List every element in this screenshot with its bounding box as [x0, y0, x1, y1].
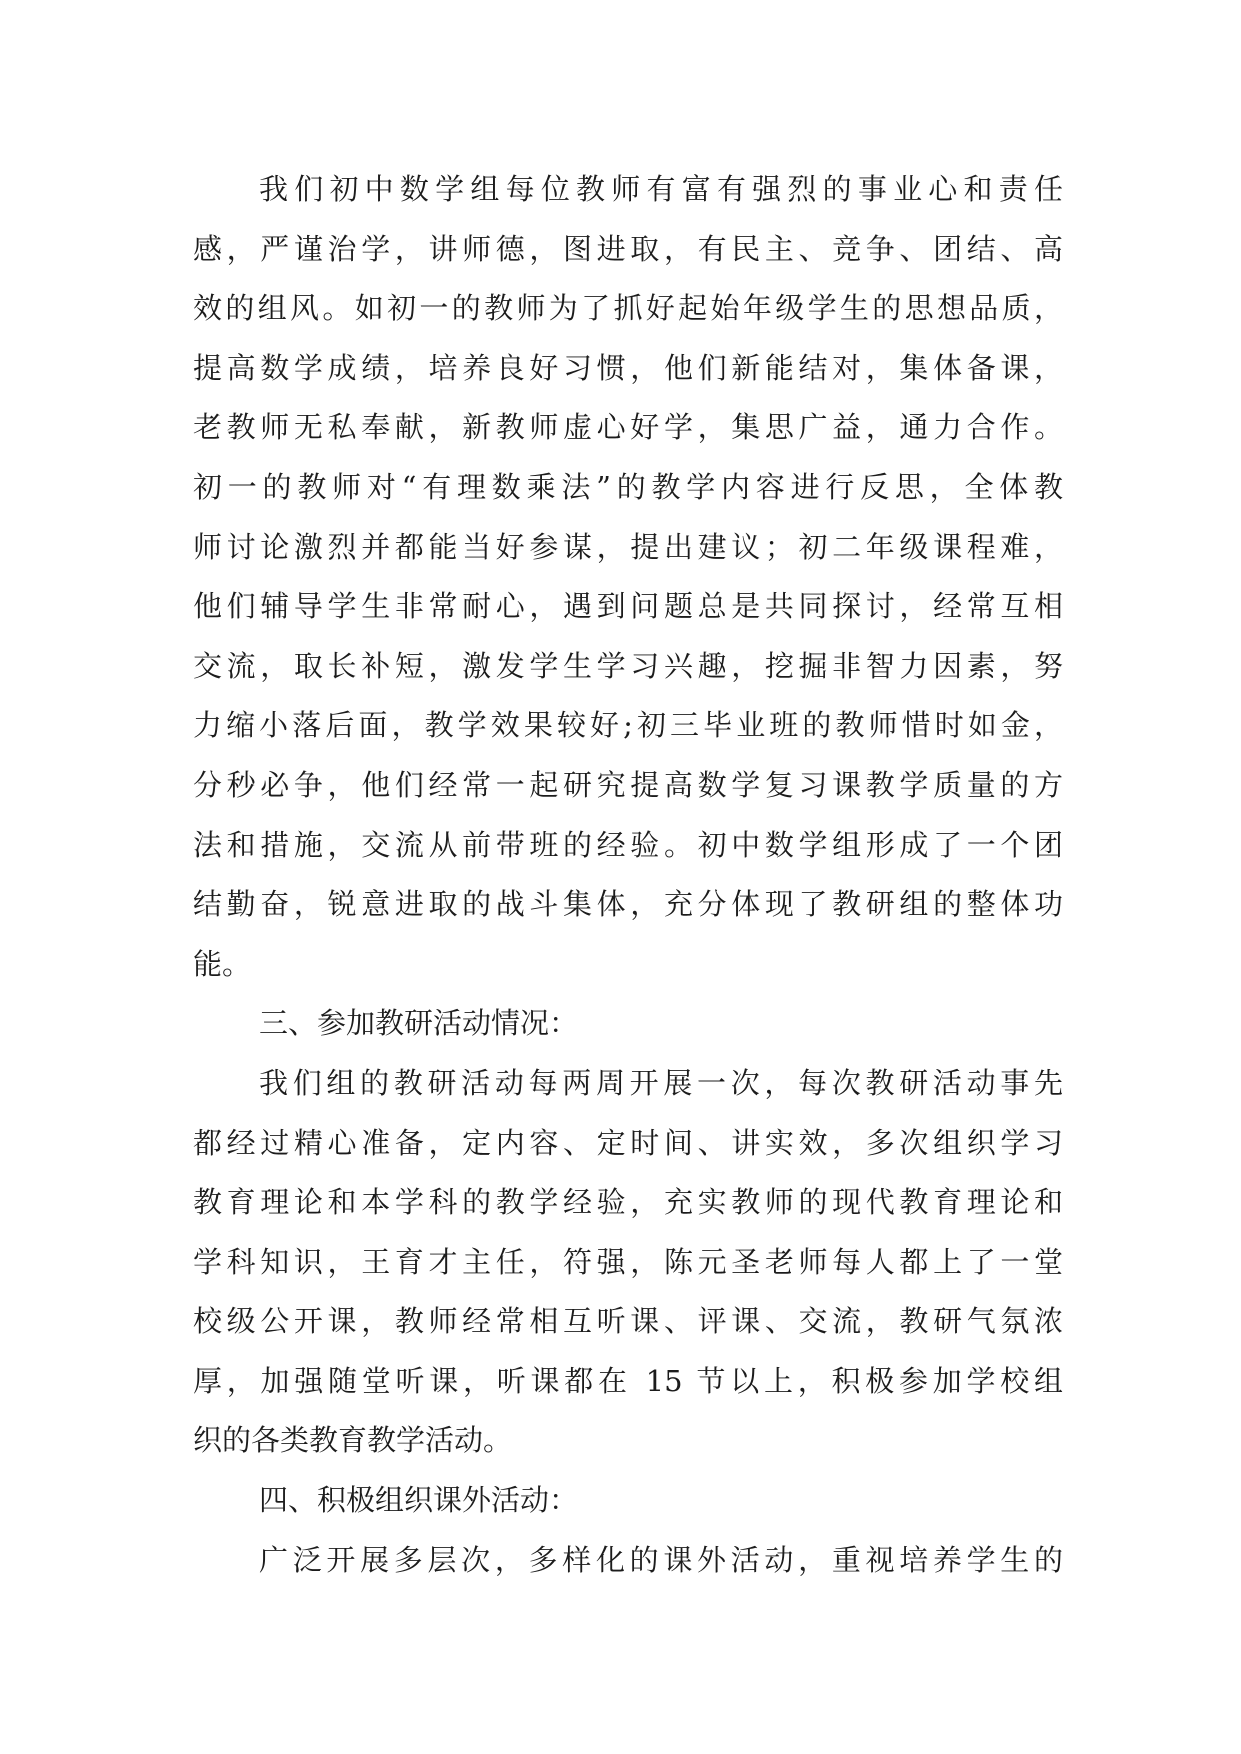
paragraph-extracurricular	[193, 1531, 1063, 1591]
text-line: 他们辅导学生非常耐心，遇到问题总是共同探讨，经常互相	[193, 589, 1063, 624]
text-line: 力缩小落后面，教学效果较好;初三毕业班的教师惜时如金，	[193, 708, 1063, 743]
paragraph-research-activities	[193, 1054, 1063, 1471]
text-line: 效的组风。如初一的教师为了抓好起始年级学生的思想品质，	[193, 291, 1063, 326]
text-line: 感，严谨治学，讲师德，图进取，有民主、竞争、团结、高	[193, 231, 1063, 266]
text-line: 校级公开课，教师经常相互听课、评课、交流，教研气氛浓	[193, 1304, 1063, 1339]
text-line: 结勤奋，锐意进取的战斗集体，充分体现了教研组的整体功	[193, 887, 1063, 922]
text-line: 能。	[193, 946, 252, 981]
section-heading: 四、积极组织课外活动：	[259, 1483, 579, 1518]
text-line: 分秒必争，他们经常一起研究提高数学复习课教学质量的方	[193, 767, 1063, 802]
text-line: 交流，取长补短，激发学生学习兴趣，挖掘非智力因素，努	[193, 648, 1063, 683]
text-line: 法和措施，交流从前带班的经验。初中数学组形成了一个团	[193, 827, 1063, 862]
text-line: 初一的教师对“有理数乘法”的教学内容进行反思，全体教	[193, 469, 1063, 504]
text-line: 老教师无私奉献，新教师虚心好学，集思广益，通力合作。	[193, 410, 1063, 445]
text-line: 教育理论和本学科的教学经验，充实教师的现代教育理论和	[193, 1185, 1063, 1220]
section-heading: 三、参加教研活动情况：	[259, 1006, 579, 1041]
text-line: 都经过精心准备，定内容、定时间、讲实效，多次组织学习	[193, 1125, 1063, 1160]
section-heading-research-activities	[193, 994, 1063, 1054]
text-line: 我们初中数学组每位教师有富有强烈的事业心和责任	[259, 172, 1063, 206]
paragraph-teacher-spirit	[193, 160, 1063, 994]
text-line: 师讨论激烈并都能当好参谋，提出建议；初二年级课程难，	[193, 529, 1063, 564]
document-body	[193, 160, 1063, 1590]
text-line: 广泛开展多层次，多样化的课外活动，重视培养学生的	[259, 1542, 1063, 1577]
text-line: 厚，加强随堂听课，听课都在 15 节以上，积极参加学校组	[193, 1363, 1063, 1398]
text-line: 提高数学成绩，培养良好习惯，他们新能结对，集体备课，	[193, 350, 1063, 385]
text-line: 学科知识，王育才主任，符强，陈元圣老师每人都上了一堂	[193, 1244, 1063, 1279]
text-line: 我们组的教研活动每两周开展一次，每次教研活动事先	[259, 1065, 1063, 1100]
section-heading-extracurricular	[193, 1471, 1063, 1531]
text-line: 织的各类教育教学活动。	[193, 1423, 513, 1458]
